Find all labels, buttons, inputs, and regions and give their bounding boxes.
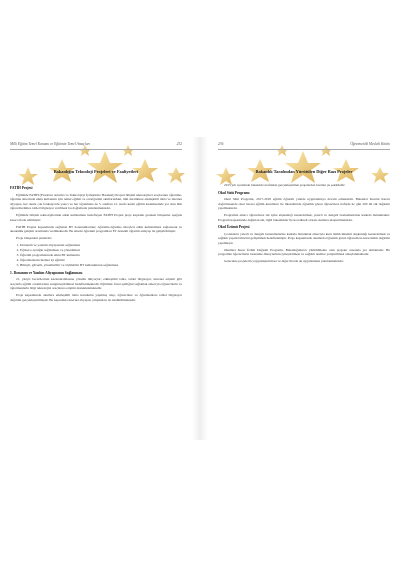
paragraph: Okullara Kuru Üzüm Dağıtım Programı, Bakanlığımızca yürütülmekte olan projeler arasında yer almaktadır. Bu programla öğrencilerin beslenme düzeylerinin iyileştirilmesi ve sağlıklı nesiller yetiştirilmesi amaçlanmaktadır. [218, 247, 390, 256]
list-item: 2. Eğitsel e-içeriğin sağlanması ve yönetilmesi [20, 248, 182, 253]
page-number: 236 [218, 142, 224, 146]
paragraph: Okul Sütü Programı, 2017-2018 eğitim öğretim yılında uygulanmaya devam etmektedir. Bakanlar Kurulu Kararı doğrultusunda okul öncesi eğitim kurumları ile ilkokullarda öğrenim gören öğrencilere haftada üç gün 200 ml süt dağıtımı yapılmaktadır. [218, 197, 390, 210]
list-item: 1. Donanım ve yazılım altyapısının sağlanması [20, 243, 182, 248]
paragraph: 21. yüzyıl becerilerinin kazandırılmasına yönelik ihtiyaçlar; etkileşimli tahta, tablet bilgisayar, internet erişimi gibi araçlarla eğitim ortamlarının zenginleştirilmesi hedeflenmektedir. Eğitimde fırsat eşitliğini sağlamak amacıyla öğrencilerin ve öğretmenlerin bilgi teknolojisi araçlarına erişimi desteklenmektedir. [10, 277, 182, 290]
paragraph: Programın amacı öğrencilere süt içme alışkanlığı kazandırmak, yeterli ve dengeli beslenmelerine katkıda bulunmaktır. Program kapsamında dağıtılan süt, ilgili bakanlıklar ile koordineli olarak okullara ulaştırılmaktadır. [218, 213, 390, 222]
right-page [208, 137, 400, 440]
page-number: 232 [176, 142, 182, 146]
page-body [10, 183, 182, 434]
list-item: 4. Öğretmenlerin hizmet içi eğitimi [20, 258, 182, 263]
running-title: Milli Eğitim Temel Kanunu ve Eğitimin Temel Amaçları [10, 142, 91, 146]
running-title: Öğretmenlik Mesleki Kitabı [350, 142, 390, 146]
list-item: 3. Öğretim programlarında etkin BT kullanımı [20, 253, 182, 258]
paragraph: Eğitimde FATİH (Fırsatları Artırma ve Teknolojiyi İyileştirme Hareketi) Projesi bilişim teknolojileri araçlarının öğrenme-öğretme sürecinde etkin kullanımı için temel eğitim ve ortaöğretim okullarındaki, tüm dersliklere etkileşimli tahta ve internet altyapısı, her okula çok fonksiyonlu yazıcı ve her öğretmene de 5. sınıftan 12. sınıfa kadar eğitim kademesinde yer alan tüm öğrencilerimize tablet bilgisayar verilmesi bu doğrultuda planlanmaktadır. [10, 192, 182, 210]
left-page [0, 137, 192, 440]
header-rule [218, 149, 390, 150]
book-spread [0, 137, 400, 440]
intro-paragraph: 2015 yılı içerisinde bakanlık tarafından gerçekleştirilen projelerden bazıları şu şekildedir: [224, 183, 346, 187]
components-list [10, 243, 182, 268]
page-body [218, 183, 390, 434]
paragraph: Gelecekte projelerin yaygınlaştırılması ve diğer illerde de uygulanması planlanmaktadır. [224, 259, 344, 263]
section-heading: FATİH Projesi [10, 186, 33, 190]
running-head [218, 142, 390, 148]
chapter-title: Bakanlığın Teknoloji Projeleri ve Faaliyetleri [53, 169, 139, 174]
chapter-title: Bakanlık Tarafından Yürütülen Diğer Bazı Projeler [255, 169, 353, 174]
list-item: 5. Bilinçli, güvenli, yönetilebilir ve ölçülebilir BT kullanımının sağlanması [20, 263, 182, 268]
list-intro: Proje bileşenleri şunlardır: [16, 236, 52, 240]
paragraph: Çocukların yeterli ve dengeli beslenmelerine katkıda bulunmak amacıyla kuru üzüm tüketim alışkanlığı kazandırmak ve sağlıklı yaşam bilincini geliştirmek hedeflenmiştir. Proje kapsamında okullarda öğrenim gören öğrencilere kuru üzüm dağıtımı yapılmıştır. [218, 231, 390, 245]
paragraph: FATİH Projesi kapsamında sağlanan BT donanımlarının; öğrenme-öğretme süreçleri etkin kullanılması sağlanarak ve akademik gelişim ortamında verilmektedir. Bu sürede öğrenim programları ET destekli öğretim anlayışı ile geliştirilmiştir. [10, 224, 182, 233]
section-heading: Okul Üzümü Projesi [218, 225, 250, 229]
paragraph: Proje kapsamında okullara etkileşimli tahta kurulumu yapılmış olup, öğrencilere ve öğretmenlere tablet bilgisayar dağıtımı gerçekleştirilmiştir. Bu kapsamda internet altyapısı çalışmaları da sürdürülmektedir. [10, 293, 182, 302]
section-heading: Okul Sütü Programı [218, 190, 250, 195]
running-head [10, 142, 182, 148]
section-heading: 1. Donanım ve Yazılım Altyapısının Sağlanması [10, 270, 83, 275]
book-gutter [192, 137, 208, 440]
paragraph: Eğitimde bilişim teknolojilerinin etkin kullanımını hedefleyen FATİH Projesi proje kapsamı gereken bileşenler aşağıda kısaca ifade edilmiştir: [10, 213, 182, 222]
header-rule [10, 149, 182, 150]
